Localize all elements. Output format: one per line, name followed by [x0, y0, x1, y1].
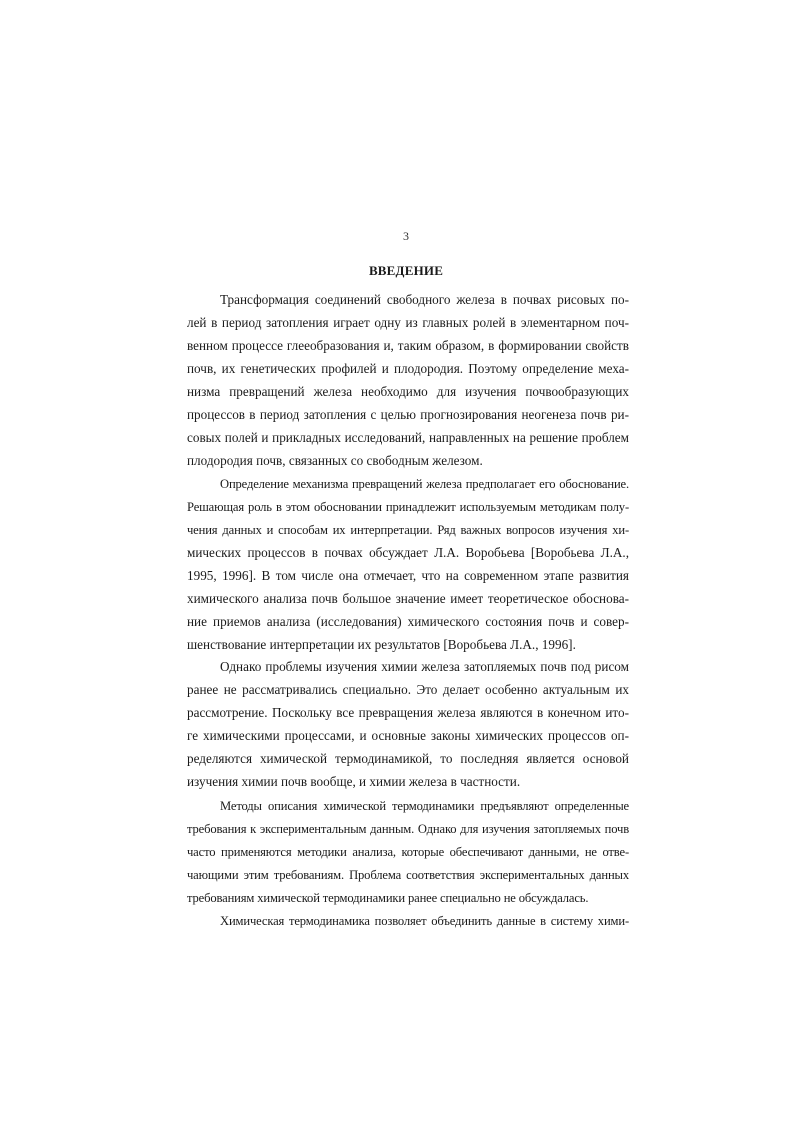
text-line: совых полей и прикладных исследований, направленных на решение проблем	[187, 430, 629, 445]
text-line: Однако проблемы изучения химии железа затопляемых почв под рисом	[220, 659, 629, 674]
text-line: мических процессов в почвах обсуждает Л.А. Воробьева [Воробьева Л.А.,	[187, 545, 629, 560]
text-line: процессов в период затопления с целью прогнозирования неогенеза почв ри-	[187, 407, 629, 422]
text-line: Решающая роль в этом обосновании принадлежит используемым методикам полу-	[187, 500, 629, 514]
text-line: Химическая термодинамика позволяет объединить данные в систему хими-	[220, 914, 629, 928]
text-line: Определение механизма превращений железа предполагает его обоснование.	[220, 477, 629, 491]
section-heading: ВВЕДЕНИЕ	[368, 263, 444, 278]
text-line: химического анализа почв большое значение имеет теоретическое обоснова-	[187, 591, 629, 606]
text-line: Методы описания химической термодинамики предъявляют определенные	[220, 799, 629, 813]
text-line: ределяются химической термодинамикой, то последняя является основой	[187, 751, 629, 766]
text-line: требования к экспериментальным данным. Однако для изучения затопляемых почв	[187, 822, 629, 836]
text-line: плодородия почв, связанных со свободным железом.	[187, 453, 483, 468]
text-line: ранее не рассматривались специально. Это делает особенно актуальным их	[187, 682, 629, 697]
text-line: чения данных и способам их интерпретации. Ряд важных вопросов изучения хи-	[187, 523, 629, 537]
text-line: требованиям химической термодинамики ранее специально не обсуждалась.	[187, 891, 589, 905]
text-line: изучения химии почв вообще, и химии железа в частности.	[187, 774, 521, 789]
page-number: 3	[403, 229, 409, 243]
text-line: чающими этим требованиям. Проблема соответствия экспериментальных данных	[187, 868, 629, 882]
text-line: венном процессе глееобразования и, таким образом, в формировании свойств	[187, 338, 629, 353]
text-line: почв, их генетических профилей и плодородия. Поэтому определение меха-	[187, 361, 629, 376]
text-line: ге химическими процессами, и основные законы химических процессов оп-	[187, 728, 629, 743]
text-line: часто применяются методики анализа, которые обеспечивают данными, не отве-	[187, 845, 629, 859]
text-line: лей в период затопления играет одну из главных ролей в элементарном поч-	[187, 315, 629, 330]
text-line: низма превращений железа необходимо для изучения почвообразующих	[187, 384, 629, 399]
text-line: 1995, 1996]. В том числе она отмечает, что на современном этапе развития	[187, 568, 629, 583]
text-line: ние приемов анализа (исследования) химического состояния почв и совер-	[187, 614, 629, 629]
text-line: Трансформация соединений свободного железа в почвах рисовых по-	[220, 292, 629, 307]
text-line: рассмотрение. Поскольку все превращения железа являются в конечном ито-	[187, 705, 629, 720]
text-line: шенствование интерпретации их результатов [Воробьева Л.А., 1996].	[187, 637, 576, 652]
